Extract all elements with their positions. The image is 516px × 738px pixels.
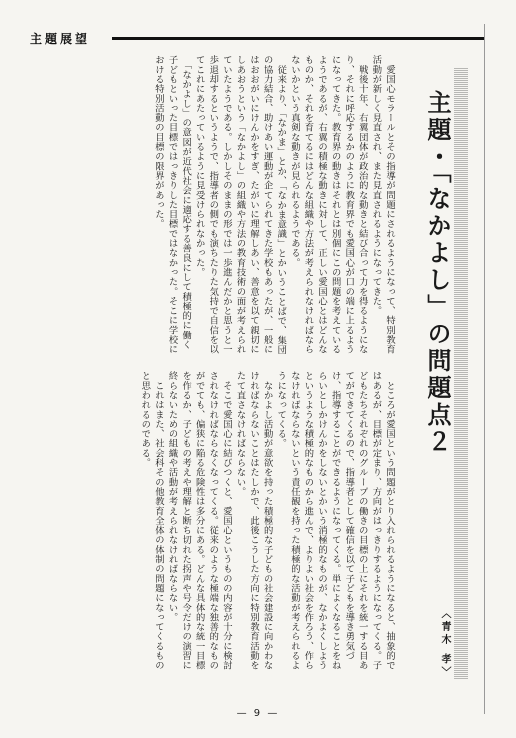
header-label: 主題展望 [30, 32, 91, 46]
title-decorative-bar [454, 68, 468, 680]
body-column-lower: ところが愛国という問題がとり入れられるようになると、抽象的ではあるが、目標が定まり、方向がはっきりするようになってくる。子どもたちそれぞれのグループの働きの目標の上にそれを統一する目あてができてくるので、指導者として確信を以て子どもを導き勇気づけ、指導することができるようになってくる。単によくなることをねらいとしかけんかをしないとかいう消極的なものが、なかよくしようというような積極的なものから進んで、よりよい社会を作ろう、作らなければならないという責任観を持った積極的な活動が考えられるようになってくる。 なかよし活動が意欲を持った積極的な子どもの社会建設に向かわなければならないことはたしかで、此後こうした方向に特別教育活動をたて直さなければならない。 そこで愛国心に結びつくと、愛国心というものの内容が十分に検討されなければならなくなってくる。従来のような極端な独善的なものがでても、偏狭に陥る危険性は多分にある。どんな具体的な統一目標を作るか、子どもの考えや理解と断ち切れた拐声や号令だけの演習に終らないための組織や活動が考えられなければならない。 これはまた、社会科その他教育全体の体制の問題になってくるものと思われるのである。 [139, 371, 395, 671]
page-edge-rule [484, 24, 485, 714]
body-column-upper: 愛国心モラールとその指導が問題にされるようになって、特別教育活動が新しく見直され、また見直されるようになってきた。 戦後十年、右翼団体が政治的な動きと結び合って力を得るようになり、それに呼応するかのように教育界でも愛国心が口の端に上るようになってきた。教育界の動きはそれとは別個にこの問題を考えているようであるが、右翼の積極な動きに対して、正しい愛国心とはどんなものか、それを育てるにはどんな組織や方法が考えられなければならないかという真剣な動きが見られるようである。 従来より、「なかま」とか、「なかま意識」とかいうことばで、集団の協力結合、助けあい運動が企てられてきた学校もあったが、一般にはおおがいにけんかをすぎ、たがいに理解しあい、善意を以て親切にしあおうという「なかよし」の組織や方法の教育技術の面が考えられていたようである。しかしそのままの形では一歩進んだかと思うと一歩退却するというようで、指導者の側でも演ちたりた気持で自信を以てこれにあたっているように見受けられなかった。 「なかよし」の意図が近代社会に適応する善良にして積極的に働く子どもといった目標ではっきりした目標ではなかった。そこに学校における特別活動の目標の限界があった。 [152, 55, 395, 355]
header-rule [112, 37, 484, 40]
article-title: 主題・「なかよし」の問題点２ [423, 90, 451, 456]
page-number: — 9 — [236, 708, 280, 719]
author-name: 〈青木 孝〉 [439, 608, 450, 680]
